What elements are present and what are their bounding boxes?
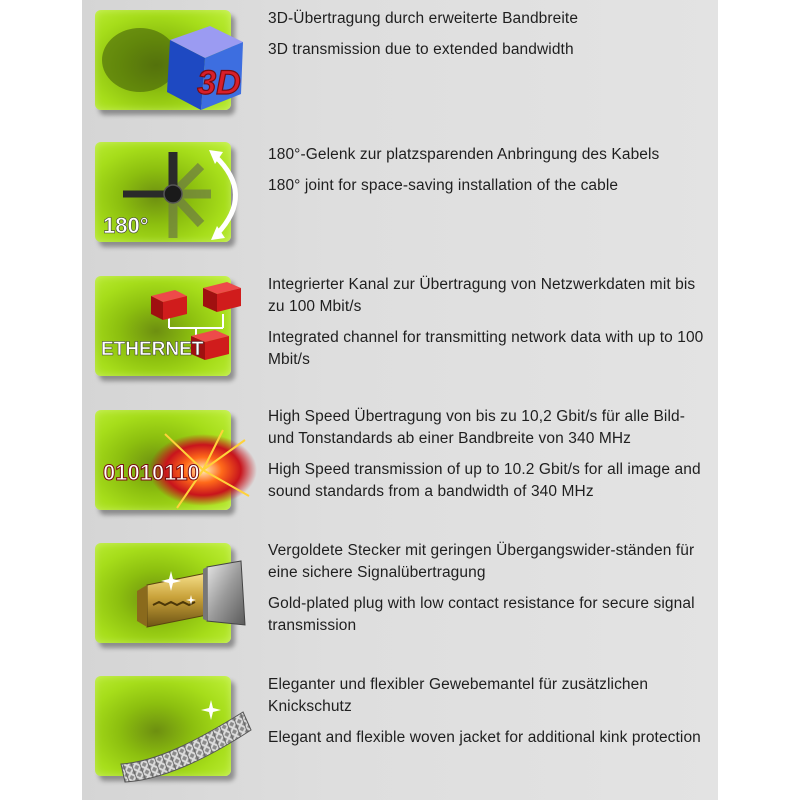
ethernet-label: ETHERNET xyxy=(101,339,204,360)
3d-label: 3D xyxy=(197,64,241,102)
feature-woven-de: Eleganter und flexibler Gewebemantel für zusätzlichen Knickschutz xyxy=(268,676,649,715)
woven-cable-icon xyxy=(95,676,231,776)
feature-180-en: 180° joint for space-saving installation of the cable xyxy=(268,177,619,194)
feature-gold-plug-en: Gold-plated plug with low contact resistance for secure signal transmission xyxy=(268,595,695,634)
feature-gold-plug-de: Vergoldete Stecker mit geringen Übergangswider-ständen für eine sichere Signalübertragung xyxy=(268,542,695,581)
180-label: 180° xyxy=(103,213,149,238)
binary-speed-icon xyxy=(95,410,231,510)
feature-3d-de: 3D-Übertragung durch erweiterte Bandbreite xyxy=(268,10,579,27)
feature-ethernet-de: Integrierter Kanal zur Übertragung von Netzwerkdaten mit bis zu 100 Mbit/s xyxy=(268,276,696,315)
ethernet-icon xyxy=(95,276,231,376)
gold-plug-icon xyxy=(95,543,231,643)
feature-high-speed-en: High Speed transmission of up to 10.2 Gbit/s for all image and sound standards from a bandwidth of 340 MHz xyxy=(268,461,701,500)
feature-180-de: 180°-Gelenk zur platzsparenden Anbringung des Kabels xyxy=(268,146,660,163)
3d-cube-icon xyxy=(95,10,241,110)
joint-180-icon xyxy=(95,142,231,242)
binary-label: 01010110 xyxy=(103,460,200,485)
feature-3d-en: 3D transmission due to extended bandwidth xyxy=(268,41,574,58)
feature-high-speed-de: High Speed Übertragung von bis zu 10,2 Gbit/s für alle Bild- und Tonstandards ab einer Bandbreite von 340 MHz xyxy=(268,408,685,447)
feature-woven-en: Elegant and flexible woven jacket for additional kink protection xyxy=(268,729,701,746)
feature-ethernet-en: Integrated channel for transmitting network data with up to 100 Mbit/s xyxy=(268,329,704,368)
